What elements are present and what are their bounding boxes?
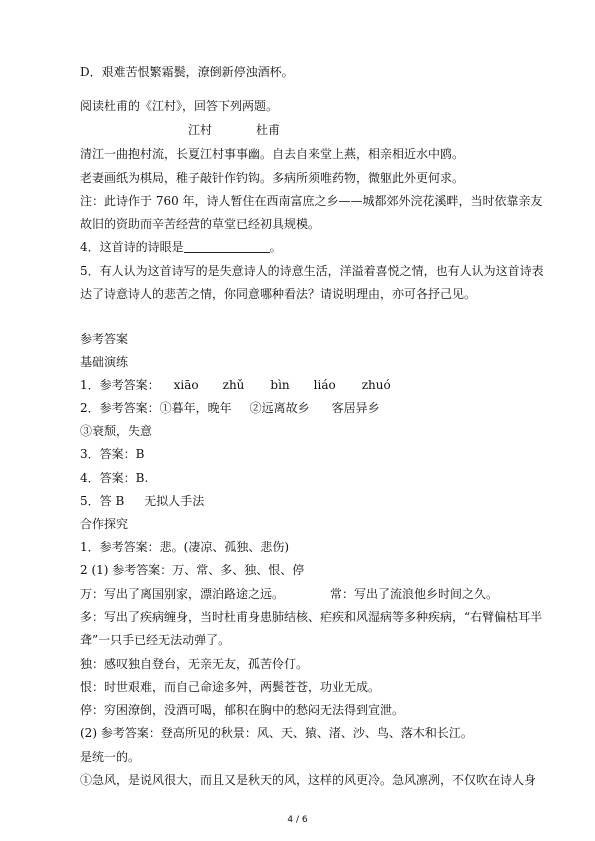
question-4-text: 4．这首诗的诗眼是	[80, 240, 184, 254]
explain-chang: 常：写出了流浪他乡时间之久。	[330, 587, 499, 601]
poem-note-line-2: 故旧的资助而辛苦经营的草堂已经初具规模。	[80, 217, 321, 231]
poem-line-1: 清江一曲抱村流，长夏江村事事幽。自去自来堂上燕，相亲相近水中鸥。	[80, 147, 465, 161]
answer-3: 3．答案：B	[80, 447, 145, 461]
answer-2-item-1: ①暮年，晚年	[159, 401, 232, 415]
pinyin-1: xiāo	[173, 378, 199, 392]
explain-duo-line-1: 多：写出了疾病缠身，当时杜甫身患肺结核、疟疾和风湿病等多种疾病，“右臂偏枯耳半	[80, 610, 543, 624]
answer-2-item-3: 客居异乡	[331, 401, 380, 415]
question-5-line-1: 5．有人认为这首诗写的是失意诗人的诗意生活，洋溢着喜悦之情，也有人认为这首诗表	[80, 264, 544, 278]
explain-wan: 万：写出了离国别家，漂泊路途之远。	[80, 587, 285, 601]
poem-title: 江村	[188, 123, 213, 137]
page-number: 4 / 6	[287, 815, 308, 825]
question-4-end: 。	[269, 240, 282, 254]
poem-note-line-1: 注：此诗作于 760 年，诗人暂住在西南富庶之乡——城都郊外浣花溪畔，当时依靠亲友	[80, 194, 543, 208]
inquiry-answer-2-part-2: (2) 参考答案：登高所见的秋景：风、天、猿、渚、沙、鸟、落木和长江。	[80, 726, 473, 740]
answer-2-item-2: ②远离故乡	[249, 401, 310, 415]
explain-wan-chang	[80, 586, 498, 602]
answers-heading: 参考答案	[80, 332, 129, 346]
answer-4: 4．答案：B.	[80, 471, 149, 485]
explain-wind: ①急风，是说风很大，而且又是秋天的风，这样的风更冷。急风凛冽，不仅吹在诗人身	[80, 773, 537, 787]
answer-2-line-2: ③衰颓，失意	[80, 424, 153, 438]
reading-instruction: 阅读杜甫的《江村》，回答下列两题。	[80, 99, 279, 113]
answer-1	[80, 377, 391, 393]
question-5-line-2: 达了诗意诗人的悲苦之情，你同意哪种看法？请说明理由，亦可各抒己见。	[80, 287, 477, 301]
answer-blank	[184, 240, 270, 253]
answer-2-label: 2．参考答案：	[80, 401, 160, 415]
answer-1-label: 1．参考答案：	[80, 378, 160, 392]
answer-5-label: 5．答 B	[80, 494, 125, 508]
explain-du: 独：感叹独自登台，无亲无友，孤苦伶仃。	[80, 657, 309, 671]
pinyin-2: zhǔ	[222, 378, 245, 392]
unified-statement: 是统一的。	[80, 750, 141, 764]
explain-duo-line-2: 聋”一只手已经无法动弹了。	[80, 633, 231, 647]
answer-5	[80, 493, 204, 509]
pinyin-4: liáo	[313, 378, 336, 392]
answer-2	[80, 400, 380, 416]
option-d: D．艰难苦恨繁霜鬓，潦倒新停浊酒杯。	[80, 65, 294, 79]
explain-hen: 恨：时世艰难，而自己命途多舛，两鬓苍苍，功业无成。	[80, 680, 381, 694]
answer-5-extra: 无拟人手法	[144, 494, 205, 508]
poem-heading	[188, 122, 280, 138]
pinyin-5: zhuó	[361, 378, 391, 392]
explain-ting: 停：穷困潦倒，没酒可喝，郁积在胸中的愁闷无法得到宣泄。	[80, 703, 405, 717]
question-4	[80, 239, 282, 255]
section-cooperative-inquiry: 合作探究	[80, 517, 129, 531]
section-basic-practice: 基础演练	[80, 355, 129, 369]
pinyin-3: bìn	[270, 378, 290, 392]
inquiry-answer-2: 2 (1) 参考答案：万、常、多、独、恨、停	[80, 563, 305, 577]
poem-line-2: 老妻画纸为棋局，稚子敲针作钓钩。多病所须唯药物，微躯此外更何求。	[80, 171, 465, 185]
poem-author: 杜甫	[256, 123, 281, 137]
inquiry-answer-1: 1．参考答案：悲。(凄凉、孤独、悲伤)	[80, 540, 289, 554]
